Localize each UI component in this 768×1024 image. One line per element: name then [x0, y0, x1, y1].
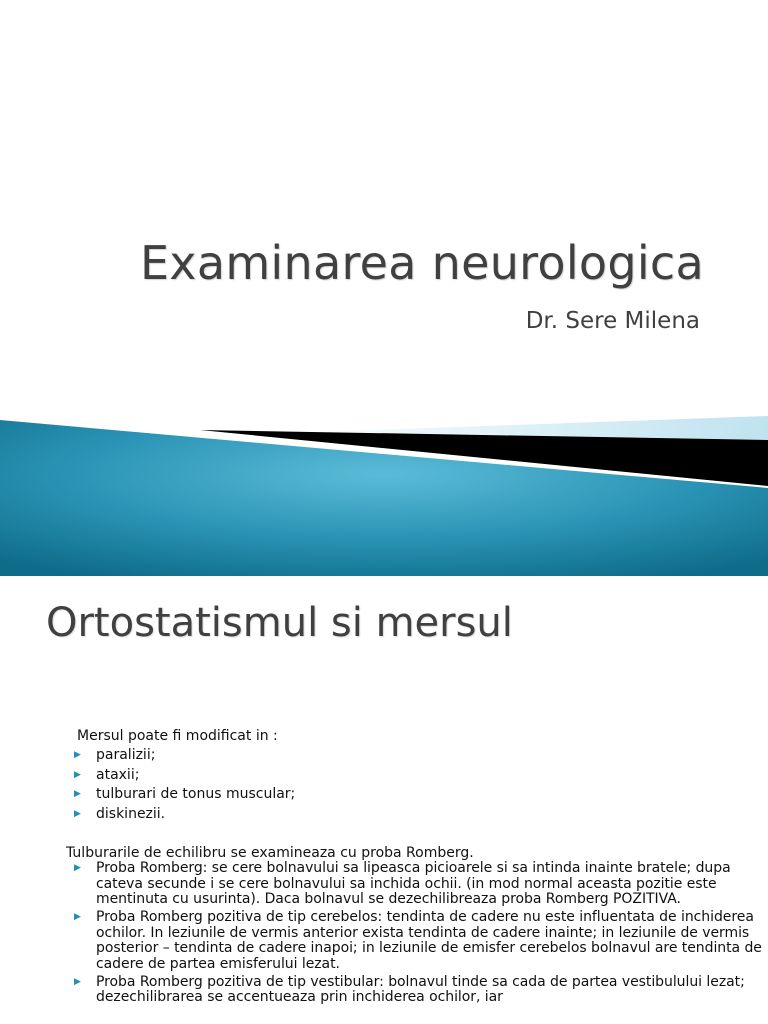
triangle-bullet-icon: ▶ [74, 769, 81, 780]
slide-subtitle: Dr. Sere Milena [525, 308, 700, 334]
lead-text: Tulburarile de echilibru se examineaza cu proba Romberg. [66, 845, 474, 861]
list-item: ▶ paralizii; [74, 746, 295, 766]
decorative-band [0, 400, 768, 576]
list-item: ▶ Proba Romberg pozitiva de tip vestibular: bolnavul tinde sa cada de partea vestibulului lezat; dezechilibrarea se accentueaza prin inchiderea ochilor, iar [74, 973, 745, 1005]
list-item: ▶ Proba Romberg: se cere bolnavului sa lipeasca picioarele si sa intinda inainte bratele; dupa cateva secunde i se cere bolnavului sa inchida ochii. (in mod normal aceasta pozitie este mentinuta cu usurinta). Daca bolnavul se dezechilibreaza proba Romberg POZITIVA. [74, 860, 731, 907]
slide-title: Examinarea neurologica [139, 236, 704, 290]
list-item: ▶ ataxii; [74, 766, 295, 786]
list-item: ▶ Proba Romberg pozitiva de tip cerebelos: tendinta de cadere nu este influentata de inchiderea ochilor. In leziunile de vermis anterior exista tendinta de cadere inainte; in leziunile de vermis posterior – tendinta de cadere inapoi; in leziunile de emisfer cerebelos bolnavul are tendinta de cadere de partea emisferului lezat. [74, 909, 762, 972]
triangle-bullet-icon: ▶ [74, 808, 81, 819]
list-item: ▶ tulburari de tonus muscular; [74, 785, 295, 805]
content-slide [0, 576, 768, 1024]
triangle-bullet-icon: ▶ [74, 750, 81, 760]
triangle-bullet-icon: ▶ [74, 912, 81, 922]
slide-title: Ortostatismul si mersul [46, 600, 513, 646]
causes-list [74, 746, 295, 824]
triangle-bullet-icon: ▶ [74, 976, 81, 987]
triangle-bullet-icon: ▶ [74, 863, 81, 873]
triangle-bullet-icon: ▶ [74, 789, 81, 799]
list-item: ▶ diskinezii. [74, 805, 295, 825]
romberg-list [74, 861, 768, 1008]
intro-text: Mersul poate fi modificat in : [77, 728, 278, 744]
